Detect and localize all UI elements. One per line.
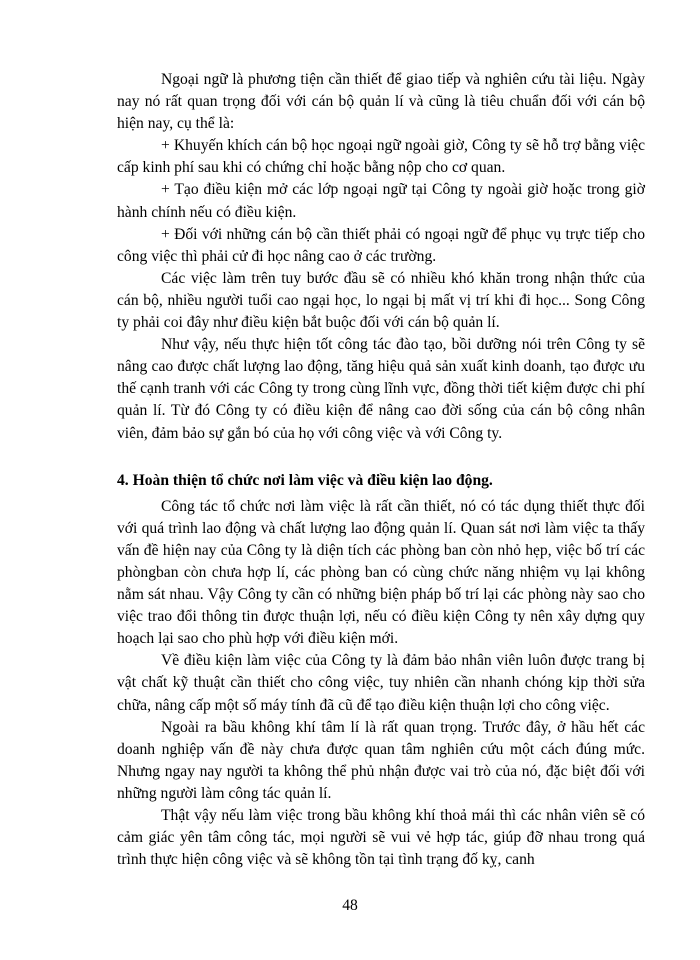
paragraph: Như vậy, nếu thực hiện tốt công tác đào tạo, bồi dưỡng nói trên Công ty sẽ nâng cao được chất lượng lao động, tăng hiệu quả sản xuất kinh doanh, tạo được ưu thế cạnh tranh với các Công ty trong cùng lĩnh vực, đồng thời tiết kiệm được chi phí quản lí. Từ đó Công ty có điều kiện để nâng cao đời sống của cán bộ công nhân viên, đảm bảo sự gắn bó của họ với công việc và với Công ty. — [117, 336, 645, 442]
paragraph: Về điều kiện làm việc của Công ty là đảm bảo nhân viên luôn được trang bị vật chất kỹ thuật cần thiết cho công việc, tuy nhiên cần nhanh chóng kịp thời sửa chữa, nâng cấp một số máy tính đã cũ để tạo điều kiện thuận lợi cho công việc. — [117, 652, 645, 714]
bullet-paragraph: + Khuyến khích cán bộ học ngoại ngữ ngoài giờ, Công ty sẽ hỗ trợ bằng việc cấp kinh phí sau khi có chứng chỉ hoặc bằng nộp cho cơ quan. — [117, 137, 645, 177]
paragraph: Thật vậy nếu làm việc trong bầu không khí thoả mái thì các nhân viên sẽ có cảm giác yên tâm công tác, mọi người sẽ vui vẻ hợp tác, giúp đỡ nhau trong quá trình thực hiện công việc và sẽ không tồn tại tình trạng đố kỵ, canh — [117, 807, 645, 869]
section-heading: 4. Hoàn thiện tổ chức nơi làm việc và điều kiện lao động. — [117, 471, 493, 489]
paragraph: Ngoài ra bầu không khí tâm lí là rất quan trọng. Trước đây, ở hầu hết các doanh nghiệp vấn đề này chưa được quan tâm nghiên cứu một cách đúng mức. Nhưng ngay nay người ta không thể phủ nhận được vai trò của nó, đặc biệt đối với những người làm công tác quản lí. — [117, 718, 645, 802]
paragraph: Ngoại ngữ là phương tiện cần thiết để giao tiếp và nghiên cứu tài liệu. Ngày nay nó rất quan trọng đối với cán bộ quản lí và cũng là tiêu chuẩn đối với cán bộ hiện nay, cụ thể là: — [117, 71, 645, 133]
bullet-paragraph: + Tạo điều kiện mở các lớp ngoại ngữ tại Công ty ngoài giờ hoặc trong giờ hành chính nếu có điều kiện. — [117, 181, 645, 221]
paragraph: Công tác tổ chức nơi làm việc là rất cần thiết, nó có tác dụng thiết thực đối với quá trình lao động và chất lượng lao động quản lí. Quan sát nơi làm việc ta thấy vấn đề hiện nay của Công ty là diện tích các phòng ban còn nhỏ hẹp, việc bố trí các phòngban còn chưa hợp lí, các phòng ban có cùng chức năng nhiệm vụ lại không nằm sát nhau. Vậy Công ty cần có những biện pháp bố trí lại các phòng này sao cho việc trao đổi thông tin được thuận lợi, nếu có điều kiện Công ty nên xây dựng quy hoạch lại sao cho phù hợp với điều kiện mới. — [117, 497, 645, 648]
bullet-paragraph: + Đối với những cán bộ cần thiết phải có ngoại ngữ để phục vụ trực tiếp cho công việc thì phải cử đi học nâng cao ở các trường. — [117, 225, 645, 265]
document-body — [117, 69, 645, 871]
paragraph: Các việc làm trên tuy bước đầu sẽ có nhiều khó khăn trong nhận thức của cán bộ, nhiều người tuổi cao ngại học, lo ngại bị mất vị trí khi đi học... Song Công ty phải coi đây như điều kiện bắt buộc đối với cán bộ quản lí. — [117, 269, 645, 332]
page-number: 48 — [342, 897, 358, 914]
